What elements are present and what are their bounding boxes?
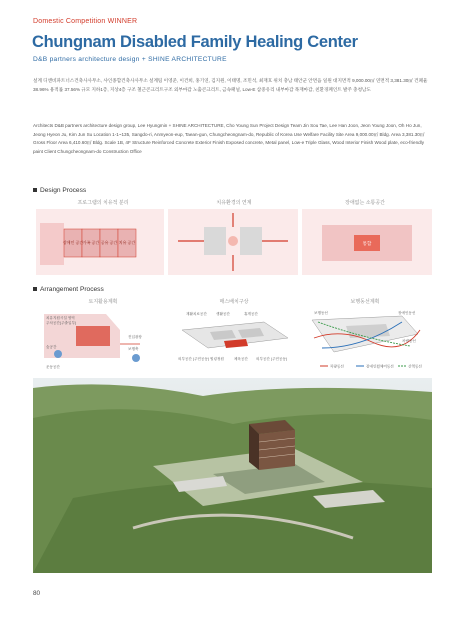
arrangement-caption-2: 매스배치구상 — [219, 299, 249, 305]
design-label-1: 장애인 공간 — [62, 240, 84, 245]
design-label-2: 가족 공간 — [82, 240, 100, 245]
arrangement-diagram-1 — [36, 308, 164, 374]
section-bullet-icon — [33, 287, 37, 291]
arrangement-label-2: 주차공간(주출입부) — [46, 321, 77, 325]
aerial-rendering-image — [33, 378, 432, 573]
legend-vehicle-label: 차량동선 — [330, 364, 344, 369]
korean-credits-paragraph: 설계 디앤비파트너스건축사사무소, 샤인종합건축사사무소 설계팀 이영준, 이건희, 홍기연, 김지원, 이태명, 조민석, 최재호 위치 충남 태안군 안면읍 일원 대지면적 9,000.00㎡ 연면적 3,381.30㎡ 건폐율 38.96% 용적률 37.56% 규모 지하1층, 지상4층 구조 철근콘크리트구조 외부마감 노출콘크리트, 금속패널, Low-E 삼중유리 내부마감 목재마감, 친환경페인트 발주 충청남도 — [33, 78, 428, 92]
circulation-label-1: 보행동선 — [314, 311, 328, 315]
design-diagram-2 — [168, 209, 298, 275]
design-process-heading — [33, 187, 86, 194]
design-label-integration: 통합 — [362, 241, 372, 246]
architects-subtitle: D&B partners architecture design + SHINE ARCHITECTURE — [33, 56, 227, 63]
arrangement-label-3: 진입광장 — [128, 335, 142, 339]
design-label-3: 공유 공간 — [100, 240, 118, 245]
design-process-label: Design Process — [40, 187, 87, 194]
section-bullet-icon — [33, 188, 37, 192]
diagram-site-block — [40, 223, 64, 265]
design-caption-2: 치유환경의 연계 — [216, 200, 252, 206]
design-diagram-3 — [302, 209, 432, 275]
arrangement-caption-1: 토지활용계획 — [88, 299, 118, 305]
diagram-center-point — [228, 236, 238, 246]
circulation-mass — [346, 324, 390, 338]
legend-wheelchair-label: 장애인휠체어동선 — [366, 364, 394, 369]
project-title: Chungnam Disabled Family Healing Center — [32, 33, 358, 51]
mass-label-7: 외부공간 (주민공동) — [256, 357, 288, 361]
diagram-mass-left — [204, 227, 226, 255]
circulation-label-3: 차량동선 — [402, 339, 416, 343]
mass-label-3: 휴게공간 — [244, 312, 258, 316]
arrangement-diagram-2 — [168, 308, 298, 374]
design-caption-3: 장애없는 소통공간 — [344, 200, 386, 206]
legend-walk-label: 산책동선 — [408, 364, 422, 369]
arrangement-label-1: 치유지원시설 영역 — [46, 316, 75, 320]
competition-tag: Domestic Competition WINNER — [33, 18, 138, 25]
mass-label-4: 외부공간 (주민공동) — [178, 357, 210, 361]
mass-label-6: 체육공간 — [234, 357, 248, 361]
english-credits-paragraph: Architects D&B partners architecture design group, Lee Hyungmin + SHINE ARCHITECTURE, Cho Young Sun Project Design Team Jin Sou Tae, Lee Han Joon, Jeon Young Joon, Oh Ho Jun, Jeong Hyeon Ju, Kim Jun Su Location 1-1~135, Sangdo-ri, Anmyeon-eup, Taean-gun, Chungcheongnam-do, Republic of Korea Use Welfare Facility Site Area 9,000.00㎡ Bldg. Area 3,381.30㎡ Gross Floor Area 6,410.60㎡ Bldg. Scale 1B, 4F Structure Reinforced Concrete Exterior Finish Exposed concrete, Metal panel, Low-e Triple Glass, Wood Interior Finish Wood plate, eco-friendly paint Client Chungcheongnam-do Construction Office — [33, 123, 425, 154]
arrangement-label-5: 숲공간 — [46, 345, 57, 349]
arrangement-label-4: 보행축 — [128, 347, 139, 351]
arrangement-caption-3: 보행동선계획 — [350, 299, 380, 305]
arrangement-process-heading — [33, 286, 104, 293]
diagram-mass-right — [240, 227, 262, 255]
arrangement-process-label: Arrangement Process — [40, 286, 104, 293]
mass-label-1: 재활치료공간 — [186, 312, 207, 316]
render-tower-front — [259, 430, 295, 470]
page-number: 80 — [33, 590, 41, 597]
mass-label-2: 생활공간 — [216, 312, 230, 316]
support-facility-zone — [76, 326, 110, 346]
mass-label-5: 힐링정원 — [210, 357, 224, 361]
parking-marker — [54, 350, 62, 358]
design-label-4: 치유 공간 — [118, 240, 136, 245]
design-diagram-1 — [36, 209, 164, 275]
arrangement-diagram-3 — [302, 308, 432, 374]
design-caption-1: 프로그램의 치유적 분리 — [77, 200, 129, 206]
circulation-label-2: 장애인동선 — [398, 311, 416, 315]
arrangement-label-6: 운동공간 — [46, 365, 60, 369]
plaza-marker — [132, 354, 140, 362]
